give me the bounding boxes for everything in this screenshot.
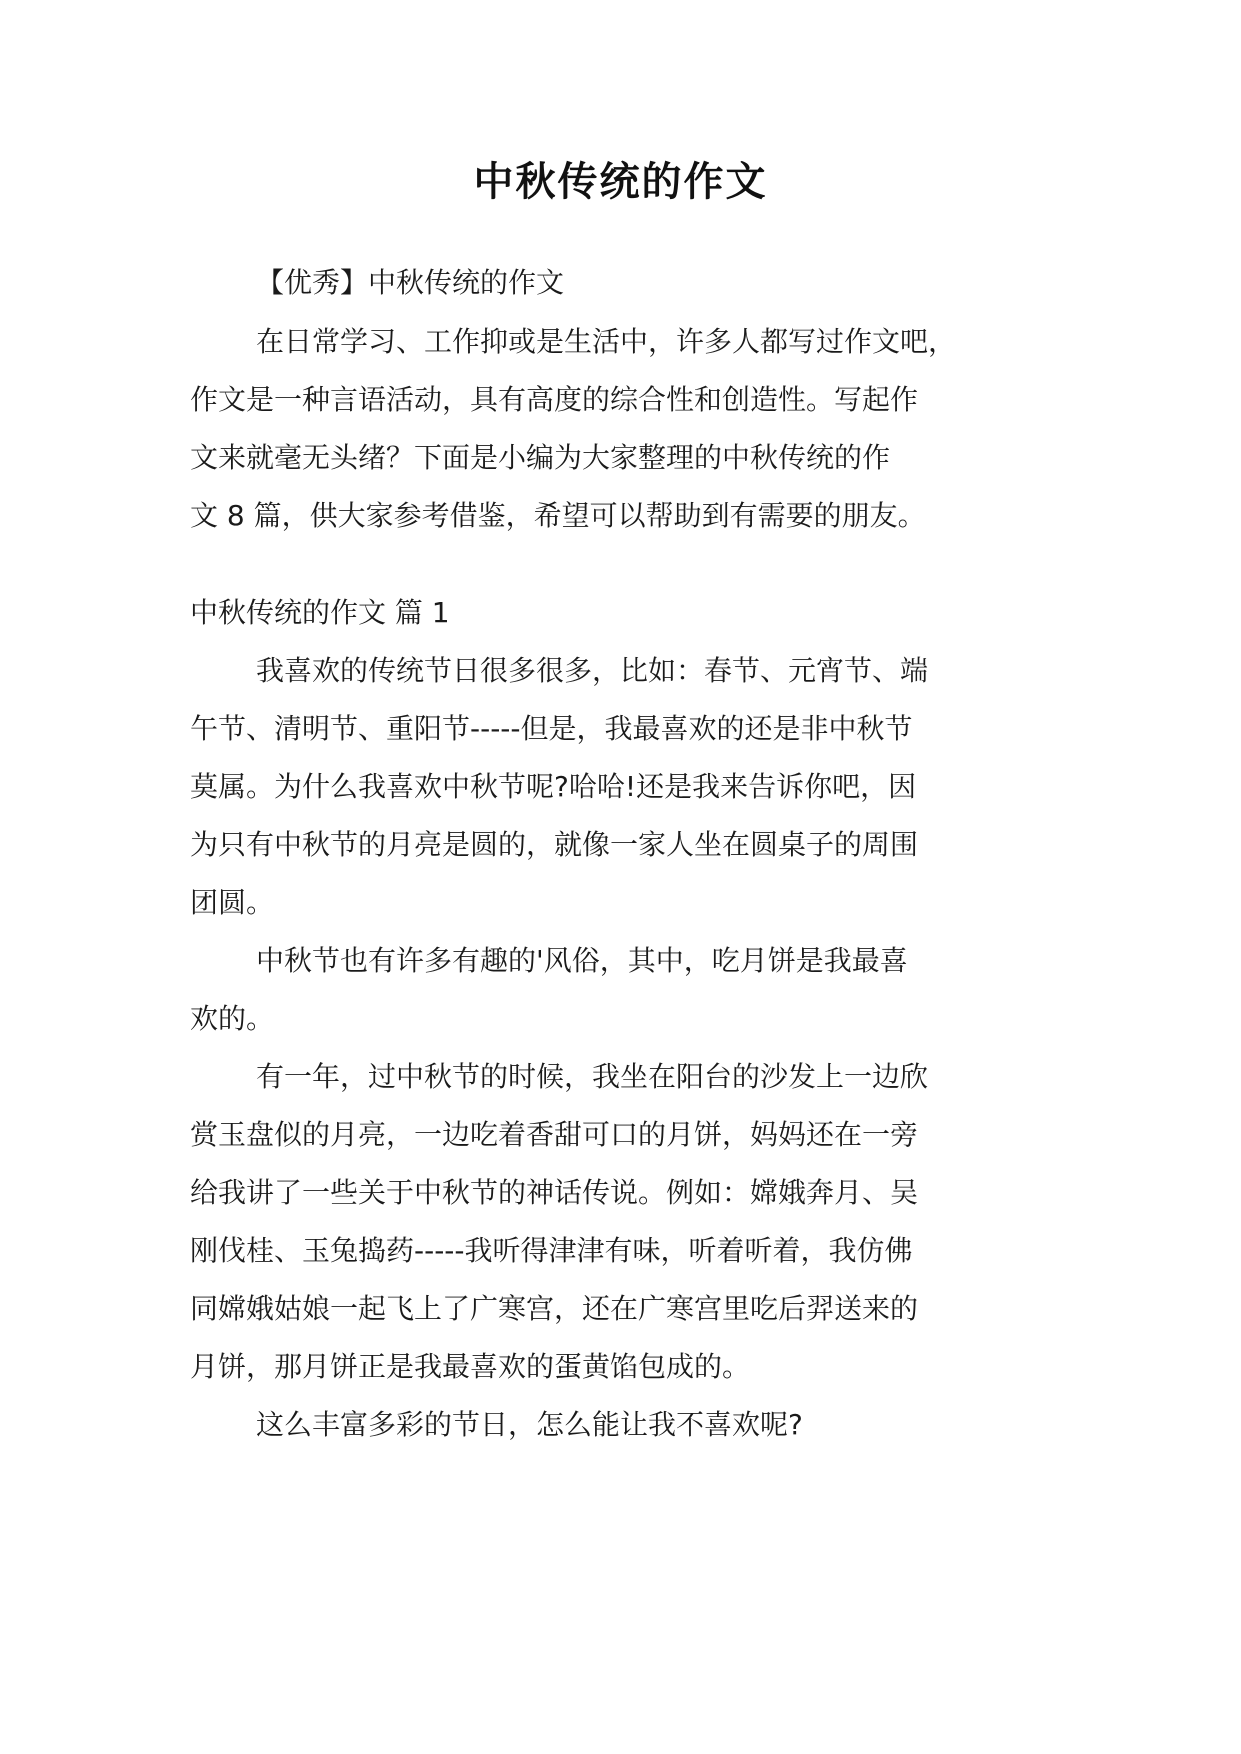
paragraph-line: 同嫦娥姑娘一起飞上了广寒宫，还在广寒宫里吃后羿送来的 (190, 1292, 919, 1325)
intro-line: 文来就毫无头绪？下面是小编为大家整理的中秋传统的作 (190, 441, 891, 474)
paragraph-line: 欢的。 (190, 1002, 275, 1035)
paragraph-line: 莫属。为什么我喜欢中秋节呢?哈哈!还是我来告诉你吧，因 (190, 770, 917, 803)
document-title: 中秋传统的作文 (473, 159, 768, 205)
paragraph-line: 为只有中秋节的月亮是圆的，就像一家人坐在圆桌子的周围 (190, 828, 919, 861)
paragraph-line: 给我讲了一些关于中秋节的神话传说。例如：嫦娥奔月、吴 (190, 1176, 919, 1209)
paragraph-line: 午节、清明节、重阳节-----但是，我最喜欢的还是非中秋节 (190, 712, 913, 745)
intro-line: 在日常学习、工作抑或是生活中，许多人都写过作文吧， (256, 325, 957, 358)
paragraph-line: 刚伐桂、玉兔捣药-----我听得津津有味，听着听着，我仿佛 (190, 1234, 913, 1267)
paragraph-line: 中秋节也有许多有趣的'风俗，其中，吃月饼是我最喜 (256, 944, 908, 977)
document-subtitle: 【优秀】中秋传统的作文 (256, 266, 565, 299)
paragraph-line: 有一年，过中秋节的时候，我坐在阳台的沙发上一边欣 (256, 1060, 929, 1093)
paragraph-line: 赏玉盘似的月亮，一边吃着香甜可口的月饼，妈妈还在一旁 (190, 1118, 919, 1151)
paragraph-line: 月饼，那月饼正是我最喜欢的蛋黄馅包成的。 (190, 1350, 751, 1383)
paragraph-line: 团圆。 (190, 886, 275, 919)
paragraph-line: 我喜欢的传统节日很多很多，比如：春节、元宵节、端 (256, 654, 929, 687)
intro-line: 文 8 篇，供大家参考借鉴，希望可以帮助到有需要的朋友。 (190, 499, 926, 532)
section-heading: 中秋传统的作文 篇 1 (190, 596, 450, 629)
intro-line: 作文是一种言语活动，具有高度的综合性和创造性。写起作 (190, 383, 919, 416)
paragraph-line: 这么丰富多彩的节日，怎么能让我不喜欢呢? (256, 1408, 803, 1441)
